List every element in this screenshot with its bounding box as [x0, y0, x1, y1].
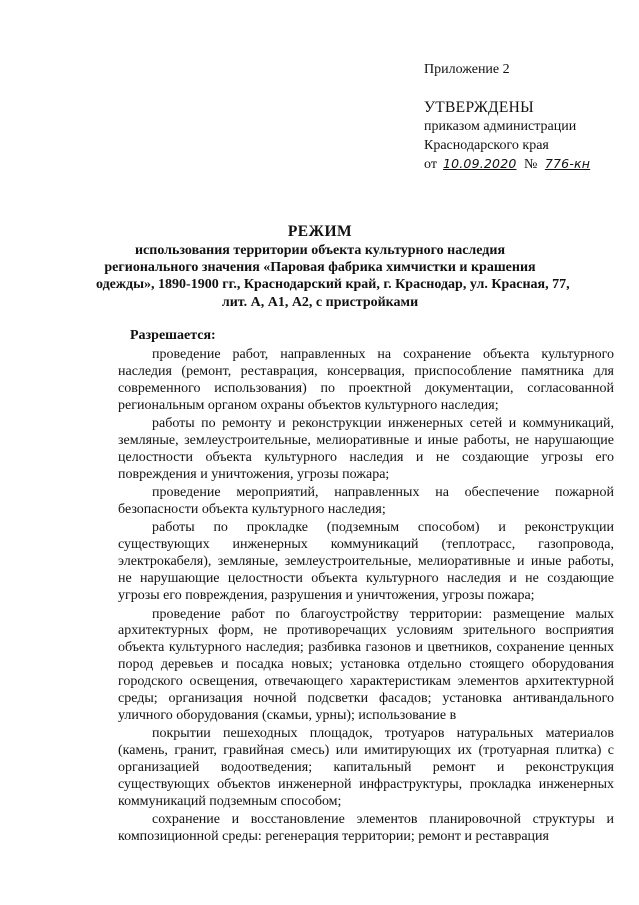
paragraph: проведение работ по благоустройству территории: размещение малых архитектурных форм, не противоречащих условиям зрительного восприятия объекта культурного наследия; разбивка газонов и цветников, сохранение ценных пород деревьев и посадка новых; установка отдельно стоящего оборудования городского освещения, отвечающего характеристикам элементов архитектурной среды; организация ночной подсветки фасадов; установка антивандального уличного оборудования (скамьи, урны); использование в — [118, 606, 614, 723]
title-line: лит. А, А1, А2, с пристройками — [221, 294, 419, 310]
order-date-number — [424, 155, 594, 175]
number-prefix: № — [524, 157, 538, 172]
title-line: использования территории объекта культурного наследия — [134, 243, 506, 258]
order-date: 10.09.2020 — [442, 156, 517, 171]
paragraph: сохранение и восстановление элементов планировочной структуры и композиционной среды: регенерация территории; ремонт и реставрация — [118, 812, 614, 845]
approved-region: Краснодарского края — [424, 137, 549, 153]
title-line: регионального значения «Паровая фабрика химчистки и крашения — [104, 260, 536, 276]
paragraph: проведение мероприятий, направленных на обеспечение пожарной безопасности объекта культурного наследия; — [118, 485, 614, 518]
order-number: 776-кн — [544, 156, 591, 171]
annex-label: Приложение 2 — [424, 62, 510, 77]
approved-heading: УТВЕРЖДЕНЫ — [424, 99, 534, 116]
paragraph: проведение работ, направленных на сохранение объекта культурного наследия (ремонт, реставрация, консервация, приспособление памятника для современного использования) по проектной документации, согласованной региональным органом охраны объектов культурного наследия; — [118, 346, 614, 413]
document-body — [118, 328, 614, 848]
section-heading: Разрешается: — [130, 328, 216, 343]
paragraph: работы по прокладке (подземным способом) и реконструкции существующих инженерных коммуникаций (теплотрасс, газопровода, электрокабеля), земляные, землеустроительные, мелиоративные и иные работы, не нарушающие целостности объекта культурного наследия и не создающие угрозы его повреждения, разрушения и уничтожения, угрозы пожара; — [118, 520, 614, 604]
document-title: РЕЖИМ — [287, 223, 353, 240]
document-title-block — [96, 222, 570, 311]
paragraph: покрытии пешеходных площадок, тротуаров натуральных материалов (камень, гранит, гравийная смесь) или имитирующих их (тротуарная плитка) с организацией водоотведения; капитальный ремонт и реконструкция существующих объектов инженерной инфраструктуры, прокладка инженерных коммуникаций подземным способом; — [118, 726, 614, 809]
approval-block — [424, 98, 594, 175]
date-prefix: от — [424, 157, 437, 172]
approved-by-order: приказом администрации — [424, 119, 577, 134]
paragraph: работы по ремонту и реконструкции инженерных сетей и коммуникаций, земляные, землеустроительные, мелиоративные и иные работы, не нарушающие целостности объекта культурного наследия и не создающие угрозы его повреждения и уничтожения, угрозы пожара; — [118, 416, 614, 482]
title-line: одежды», 1890-1900 гг., Краснодарский край, г. Краснодар, ул. Красная, 77, — [96, 277, 570, 293]
